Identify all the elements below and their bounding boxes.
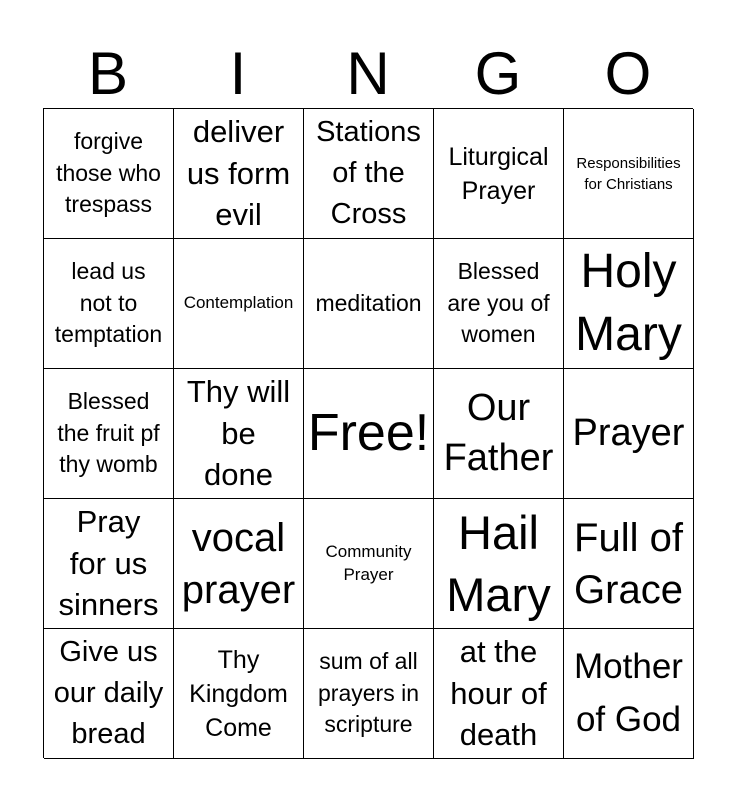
bingo-cell[interactable] bbox=[304, 239, 434, 369]
cell-text: Mother of God bbox=[574, 647, 683, 739]
bingo-cell[interactable] bbox=[44, 239, 174, 369]
cell-text: Thy Kingdom Come bbox=[189, 645, 288, 742]
cell-text: lead us not to temptation bbox=[54, 257, 163, 348]
bingo-board bbox=[43, 108, 693, 758]
cell-text: forgive those who trespass bbox=[56, 127, 161, 218]
cell-text: deliver us form evil bbox=[186, 113, 291, 233]
bingo-cell[interactable] bbox=[174, 629, 304, 759]
bingo-cell[interactable] bbox=[44, 629, 174, 759]
bingo-cell[interactable] bbox=[564, 369, 694, 499]
cell-text: Responsibilities for Christians bbox=[576, 154, 681, 193]
bingo-cell[interactable] bbox=[304, 629, 434, 759]
bingo-cell[interactable] bbox=[44, 109, 174, 239]
cell-text: Prayer bbox=[572, 411, 685, 454]
header-letter-i: I bbox=[229, 40, 247, 107]
cell-text: Pray for us sinners bbox=[58, 503, 159, 623]
cell-text: Hail Mary bbox=[446, 506, 551, 621]
cell-text: Holy Mary bbox=[575, 245, 682, 361]
bingo-cell[interactable] bbox=[564, 629, 694, 759]
bingo-cell[interactable] bbox=[564, 499, 694, 629]
bingo-cell[interactable] bbox=[174, 109, 304, 239]
cell-text: meditation bbox=[315, 289, 422, 316]
cell-text: Blessed are you of women bbox=[447, 257, 550, 348]
bingo-cell[interactable] bbox=[434, 369, 564, 499]
cell-text: Give us our daily bread bbox=[53, 635, 164, 751]
bingo-cell[interactable] bbox=[174, 499, 304, 629]
bingo-cell[interactable] bbox=[304, 499, 434, 629]
bingo-cell[interactable] bbox=[44, 499, 174, 629]
bingo-cell[interactable] bbox=[564, 239, 694, 369]
bingo-cell[interactable] bbox=[434, 109, 564, 239]
cell-text: Full of Grace bbox=[574, 515, 683, 612]
header-letter-g: G bbox=[474, 40, 522, 107]
cell-text: Blessed the fruit pf thy womb bbox=[57, 387, 160, 478]
cell-text: Our Father bbox=[443, 387, 554, 479]
cell-text: sum of all prayers in scripture bbox=[318, 647, 419, 738]
bingo-cell[interactable] bbox=[564, 109, 694, 239]
bingo-cell[interactable] bbox=[44, 369, 174, 499]
bingo-cell[interactable] bbox=[174, 239, 304, 369]
cell-text: Free! bbox=[307, 404, 430, 463]
bingo-cell[interactable] bbox=[304, 369, 434, 499]
bingo-cell[interactable] bbox=[434, 629, 564, 759]
cell-text: Liturgical Prayer bbox=[448, 142, 549, 205]
bingo-cell[interactable] bbox=[434, 499, 564, 629]
cell-text: Thy will be done bbox=[186, 373, 291, 493]
bingo-cell[interactable] bbox=[304, 109, 434, 239]
cell-text: Contemplation bbox=[183, 293, 294, 313]
bingo-header bbox=[43, 40, 693, 108]
bingo-cell[interactable] bbox=[174, 369, 304, 499]
bingo-cell[interactable] bbox=[434, 239, 564, 369]
cell-text: at the hour of death bbox=[450, 633, 547, 753]
header-letter-n: N bbox=[346, 40, 390, 107]
header-letter-b: B bbox=[87, 40, 129, 107]
cell-text: vocal prayer bbox=[181, 515, 296, 612]
header-letter-o: O bbox=[604, 40, 652, 107]
cell-text: Community Prayer bbox=[325, 541, 412, 584]
cell-text: Stations of the Cross bbox=[316, 115, 421, 231]
